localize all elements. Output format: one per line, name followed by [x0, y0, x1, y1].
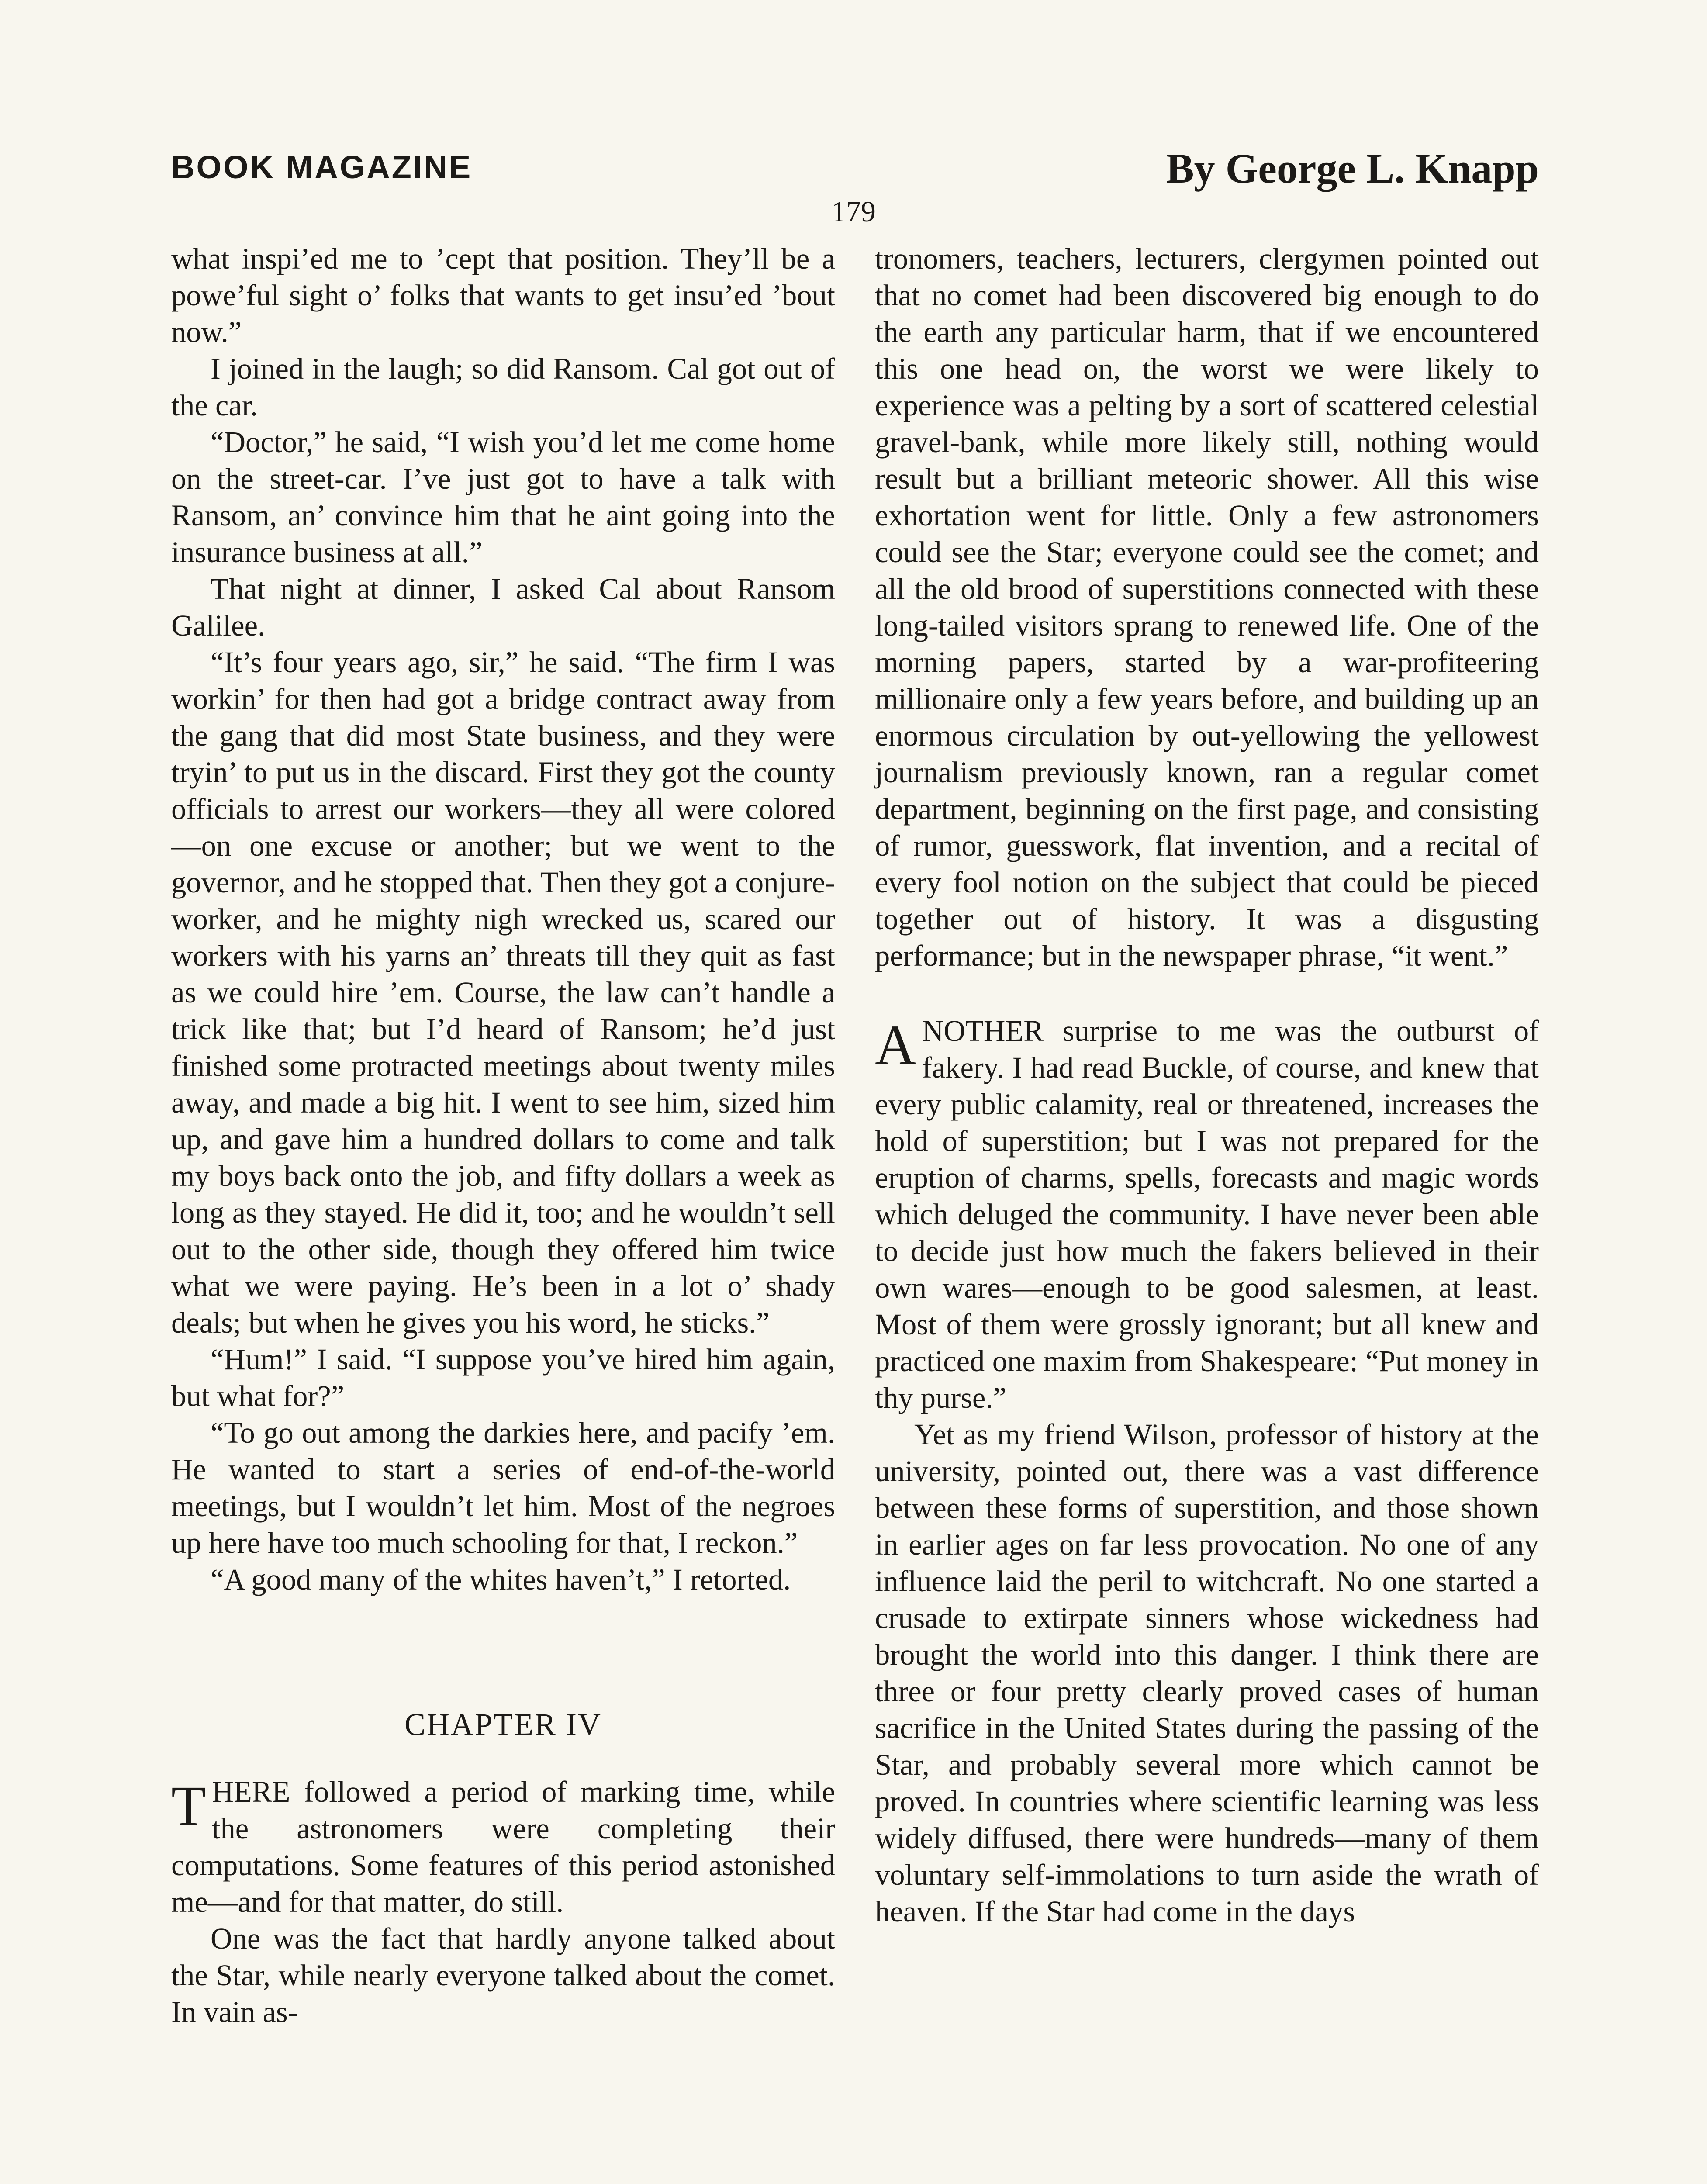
- page-number: 179: [831, 195, 876, 228]
- paragraph: “Hum!” I said. “I suppose you’ve hired him again, but what for?”: [171, 1343, 835, 1413]
- paragraph: “It’s four years ago, sir,” he said. “The firm I was workin’ for then had got a bridge contract away from the gang that did most State business, and they were tryin’ to put us in the discard. First they got the county officials to arrest our workers—they all were colored—on one excuse or another; but we went to the governor, and he stopped that. Then they got a conjure-worker, and he mighty nigh wrecked us, scared our workers with his yarns an’ threats till they quit as fast as we could hire ’em. Course, the law can’t handle a trick like that; but I’d heard of Ransom; he’d just finished some protracted meetings about twenty miles away, and made a big hit. I went to see him, sized him up, and gave him a hundred dollars to come and talk my boys back onto the job, and fifty dollars a week as long as they stayed. He did it, too; and he wouldn’t sell out to the other side, though they offered him twice what we were paying. He’s been in a lot o’ shady deals; but when he gives you his word, he sticks.”: [171, 646, 835, 1339]
- paragraph: “Doctor,” he said, “I wish you’d let me come home on the street-car. I’ve just got to have a talk with Ransom, an’ convince him that he aint going into the insurance business at all.”: [171, 425, 835, 569]
- paragraph: That night at dinner, I asked Cal about Ransom Galilee.: [171, 572, 835, 642]
- chapter-opening-text: HERE followed a period of marking time, while the astronomers were completing their computations. Some features of this period astonished me—and for that matter, do still.: [171, 1775, 835, 1918]
- right-column: [875, 240, 1539, 1930]
- left-column: [171, 240, 835, 2030]
- magazine-title: BOOK MAGAZINE: [171, 149, 473, 185]
- section-opening-paragraph: [875, 1013, 1539, 1416]
- chapter-opening-paragraph: [171, 1773, 835, 1920]
- paragraph: what inspi’ed me to ’cept that position. They’ll be a powe’ful sight o’ folks that wants to get insu’ed ’bout now.”: [171, 242, 835, 349]
- section-opening-text: NOTHER surprise to me was the outburst of fakery. I had read Buckle, of course, and knew that every public calamity, real or threatened, increases the hold of superstition; but I was not prepared for the eruption of charms, spells, forecasts and magic words which deluged the community. I have never been able to decide just how much the fakers believed in their own wares—enough to be good salesmen, at least. Most of them were grossly ignorant; but all knew and practiced one maxim from Shakespeare: “Put money in thy purse.”: [875, 1014, 1539, 1414]
- paragraph: Yet as my friend Wilson, professor of history at the university, pointed out, there was a vast difference between these forms of superstition, and those shown in earlier ages on far less provocation. No one of any influence laid the peril to witchcraft. No one started a crusade to extirpate sinners whose wickedness had brought the world into this danger. I think there are three or four pretty clearly proved cases of human sacrifice in the United States during the passing of the Star, and probably several more which cannot be proved. In countries where scientific learning was less widely diffused, there were hundreds—many of them voluntary self-immolations to turn aside the wrath of heaven. If the Star had come in the days: [875, 1418, 1539, 1928]
- chapter-heading: CHAPTER IV: [404, 1707, 602, 1742]
- paragraph: I joined in the laugh; so did Ransom. Cal got out of the car.: [171, 352, 835, 422]
- drop-cap: A: [875, 1014, 916, 1077]
- paragraph: “To go out among the darkies here, and pacify ’em. He wanted to start a series of end-of-the-world meetings, but I wouldn’t let him. Most of the negroes up here have too much schooling for that, I reckon.”: [171, 1416, 835, 1559]
- paragraph: “A good many of the whites haven’t,” I retorted.: [211, 1563, 791, 1596]
- paragraph: tronomers, teachers, lecturers, clergymen pointed out that no comet had been discovered big enough to do the earth any particular harm, that if we encountered this one head on, the worst we were likely to experience was a pelting by a sort of scattered celestial gravel-bank, while more likely still, nothing would result but a brilliant meteoric shower. All this wise exhortation went for little. Only a few astronomers could see the Star; everyone could see the comet; and all the old brood of superstitions connected with these long-tailed visitors sprang to renewed life. One of the morning papers, started by a war-profiteering millionaire only a few years before, and building up an enormous circulation by out-yellowing the yellowest journalism previously known, ran a regular comet department, beginning on the first page, and consisting of rumor, guesswork, flat invention, and a recital of every fool notion on the subject that could be pieced together out of history. It was a disgusting performance; but in the newspaper phrase, “it went.”: [875, 242, 1539, 972]
- paragraph: One was the fact that hardly anyone talked about the Star, while nearly everyone talked about the comet. In vain as-: [171, 1922, 835, 2028]
- section-break: [875, 974, 1539, 1013]
- drop-cap: T: [171, 1775, 206, 1838]
- author-byline: By George L. Knapp: [1166, 145, 1539, 192]
